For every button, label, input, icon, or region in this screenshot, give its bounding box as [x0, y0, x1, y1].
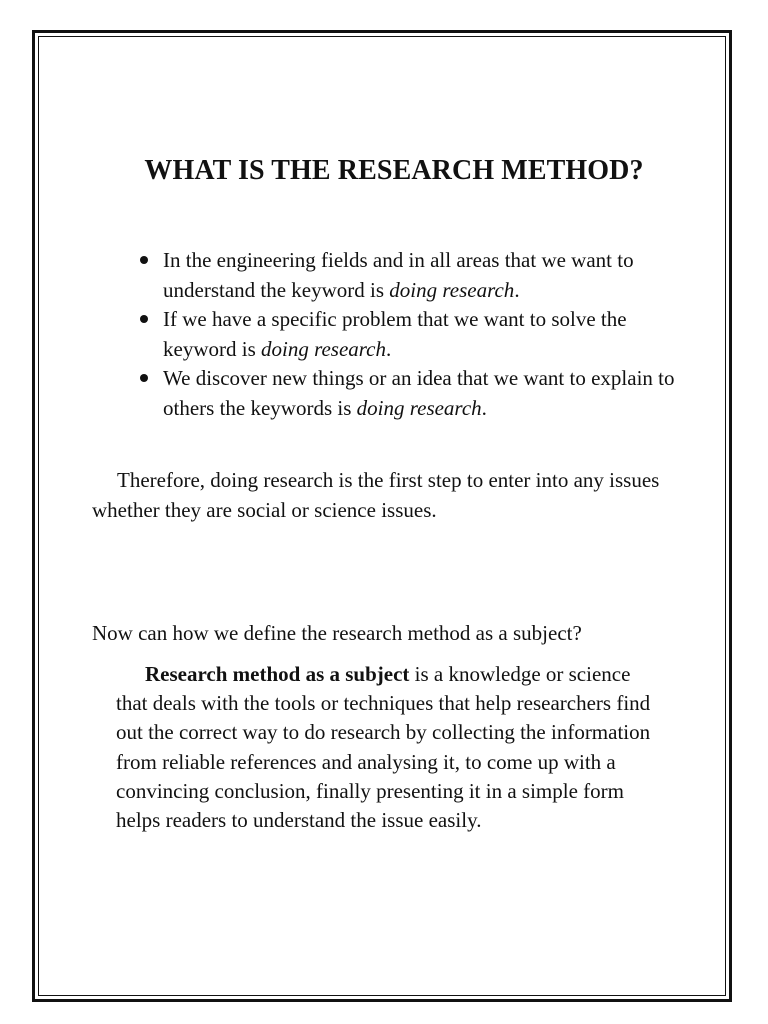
bullet-icon [140, 315, 148, 323]
bullet-emphasis: doing research [261, 336, 387, 361]
bullet-end: . [481, 395, 487, 420]
list-item [138, 364, 678, 423]
question-line: Now can how we define the research method as a subject? [92, 621, 582, 645]
bullet-list [138, 246, 678, 424]
bullet-end: . [514, 277, 520, 302]
definition-text: is a knowledge or science that deals with the tools or techniques that help researchers find out the correct way to do research by collecting the information from reliable references and analysing it, to come up with a convincing conclusion, finally presenting it in a simple form helps readers to understand the issue easily. [116, 662, 651, 833]
bullet-icon [140, 374, 148, 382]
bullet-text: We discover new things or an idea that we want to explain to others the keywords is [163, 366, 675, 420]
bullet-text: If we have a specific problem that we want to solve the keyword is [163, 307, 627, 361]
bullet-emphasis: doing research [389, 277, 515, 302]
definition-paragraph [116, 660, 656, 835]
definition-term: Research method as a subject [145, 662, 410, 686]
list-item [138, 305, 678, 364]
list-item [138, 246, 678, 305]
page-title: WHAT IS THE RESEARCH METHOD? [144, 155, 644, 186]
bullet-icon [140, 256, 148, 264]
therefore-paragraph: Therefore, doing research is the first step to enter into any issues whether they are social or science issues. [92, 468, 660, 522]
bullet-text: In the engineering fields and in all areas that we want to understand the keyword is [163, 248, 634, 302]
bullet-emphasis: doing research [356, 395, 482, 420]
bullet-end: . [386, 336, 392, 361]
